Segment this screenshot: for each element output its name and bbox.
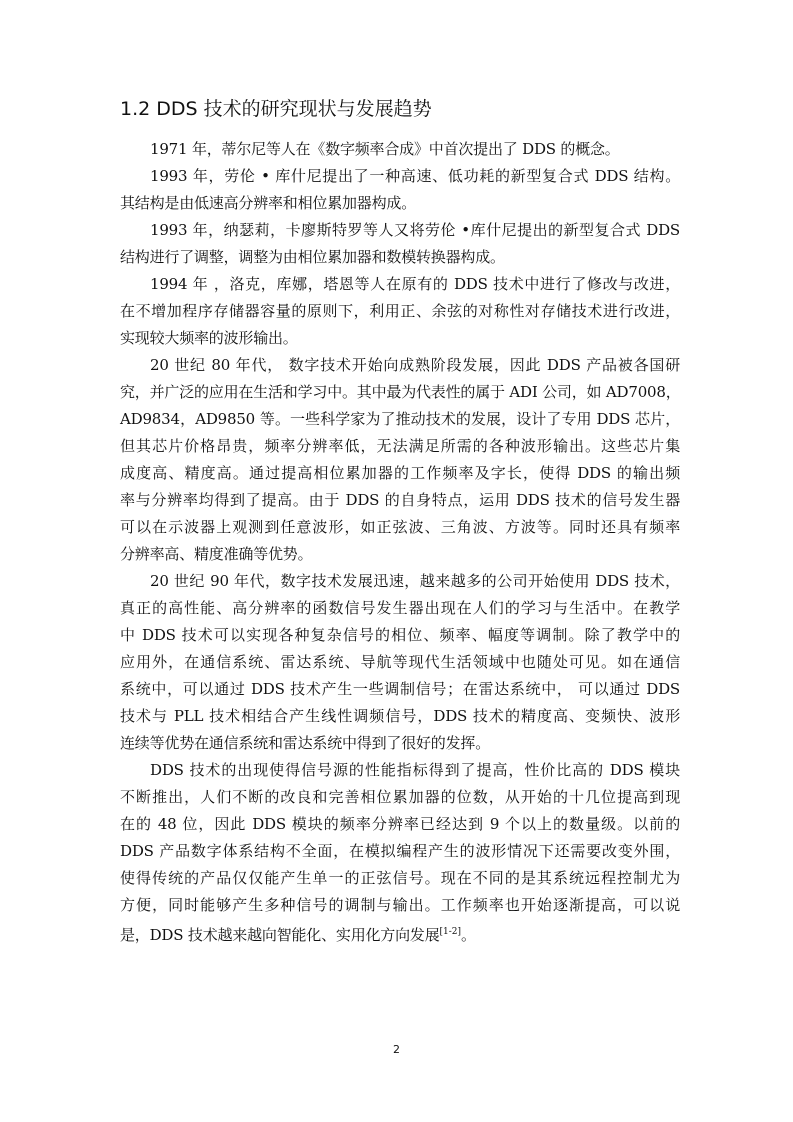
section-body <box>120 136 680 946</box>
text-line <box>120 919 680 946</box>
text-line <box>120 595 680 622</box>
text-line <box>120 622 680 649</box>
text-line <box>120 730 680 757</box>
text-line <box>120 514 680 541</box>
line-text: DDS 技术的出现使得信号源的性能指标得到了提高，性价比高的 DDS 模块 <box>150 761 680 779</box>
text-line <box>120 703 680 730</box>
text-line <box>120 136 680 163</box>
paragraph <box>120 271 680 352</box>
line-text: 是，DDS 技术越来越向智能化、实用化方向发展 <box>120 926 440 944</box>
line-text: 20 世纪 90 年代，数字技术发展迅速，越来越多的公司开始使用 DDS 技术， <box>150 572 680 590</box>
line-text: 方便，同时能够产生多种信号的调制与输出。工作频率也开始逐渐提高，可以说 <box>120 896 680 914</box>
text-line <box>120 865 680 892</box>
line-text: 真正的高性能、高分辨率的函数信号发生器出现在人们的学习与生活中。在教学 <box>120 599 680 617</box>
text-line <box>120 892 680 919</box>
paragraph <box>120 757 680 946</box>
line-text: AD9834，AD9850 等。一些科学家为了推动技术的发展，设计了专用 DDS 芯片， <box>120 410 680 428</box>
line-text: 1971 年，蒂尔尼等人在《数字频率合成》中首次提出了 DDS 的概念。 <box>150 140 620 158</box>
line-text: 技术与 PLL 技术相结合产生线性调频信号，DDS 技术的精度高、变频快、波形 <box>120 707 680 725</box>
line-text: 在的 48 位，因此 DDS 模块的频率分辨率已经达到 9 个以上的数量级。以前的 <box>120 815 680 833</box>
text-line <box>120 460 680 487</box>
text-line <box>120 433 680 460</box>
text-line <box>120 811 680 838</box>
citation-superscript: [1-2] <box>439 927 462 937</box>
line-text: 实现较大频率的波形输出。 <box>120 329 298 347</box>
line-text: 1994 年 ，洛克，库娜，塔恩等人在原有的 DDS 技术中进行了修改与改进， <box>150 275 680 293</box>
text-line <box>120 541 680 568</box>
line-text: 但其芯片价格昂贵，频率分辨率低，无法满足所需的各种波形输出。这些芯片集 <box>120 437 680 455</box>
line-text: 连续等优势在通信系统和雷达系统中得到了很好的发挥。 <box>120 734 491 752</box>
line-text: 使得传统的产品仅仅能产生单一的正弦信号。现在不同的是其系统远程控制尤为 <box>120 869 680 887</box>
line-text: 可以在示波器上观测到任意波形，如正弦波、三角波、方波等。同时还具有频率 <box>120 518 680 536</box>
text-line <box>120 649 680 676</box>
paragraph <box>120 568 680 757</box>
line-text: 不断推出，人们不断的改良和完善相位累加器的位数，从开始的十几位提高到现 <box>120 788 680 806</box>
text-line <box>120 676 680 703</box>
closing-punctuation: 。 <box>461 926 476 944</box>
line-text: 结构进行了调整，调整为由相位累加器和数模转换器构成。 <box>120 248 505 266</box>
section-heading: 1.2 DDS 技术的研究现状与发展趋势 <box>120 98 432 120</box>
text-line <box>120 838 680 865</box>
line-text: 系统中，可以通过 DDS 技术产生一些调制信号；在雷达系统中， 可以通过 DDS <box>120 680 680 698</box>
page-number: 2 <box>393 1043 400 1056</box>
text-line <box>120 217 680 244</box>
line-text: 究，并广泛的应用在生活和学习中。其中最为代表性的属于 ADI 公司，如 AD7008， <box>120 383 681 401</box>
line-text: 应用外，在通信系统、雷达系统、导航等现代生活领域中也随处可见。如在通信 <box>120 653 680 671</box>
paragraph <box>120 352 680 568</box>
text-line <box>120 568 680 595</box>
line-text: DDS 产品数字体系结构不全面，在模拟编程产生的波形情况下还需要改变外围， <box>120 842 680 860</box>
paragraph <box>120 163 680 217</box>
text-line <box>120 271 680 298</box>
line-text: 1993 年，劳伦 • 库什尼提出了一种高速、低功耗的新型复合式 DDS 结构。 <box>150 167 680 185</box>
text-line <box>120 244 680 271</box>
paragraph <box>120 136 680 163</box>
text-line <box>120 757 680 784</box>
text-line <box>120 298 680 325</box>
line-text: 其结构是由低速高分辨率和相位累加器构成。 <box>120 194 417 212</box>
line-text: 率与分辨率均得到了提高。由于 DDS 的自身特点，运用 DDS 技术的信号发生器 <box>120 491 680 509</box>
text-line <box>120 352 680 379</box>
text-line <box>120 784 680 811</box>
line-text: 中 DDS 技术可以实现各种复杂信号的相位、频率、幅度等调制。除了教学中的 <box>120 626 680 644</box>
text-line <box>120 190 680 217</box>
line-text: 20 世纪 80 年代， 数字技术开始向成熟阶段发展，因此 DDS 产品被各国研 <box>150 356 680 374</box>
line-text: 分辨率高、精度准确等优势。 <box>120 545 313 563</box>
text-line <box>120 379 680 406</box>
text-line <box>120 325 680 352</box>
line-text: 成度高、精度高。通过提高相位累加器的工作频率及字长，使得 DDS 的输出频 <box>120 464 680 482</box>
line-text: 1993 年，纳瑟莉，卡廖斯特罗等人又将劳伦 •库什尼提出的新型复合式 DDS <box>150 221 680 239</box>
text-line <box>120 163 680 190</box>
paragraph <box>120 217 680 271</box>
text-line <box>120 487 680 514</box>
line-text: 在不增加程序存储器容量的原则下，利用正、余弦的对称性对存储技术进行改进， <box>120 302 680 320</box>
text-line <box>120 406 680 433</box>
